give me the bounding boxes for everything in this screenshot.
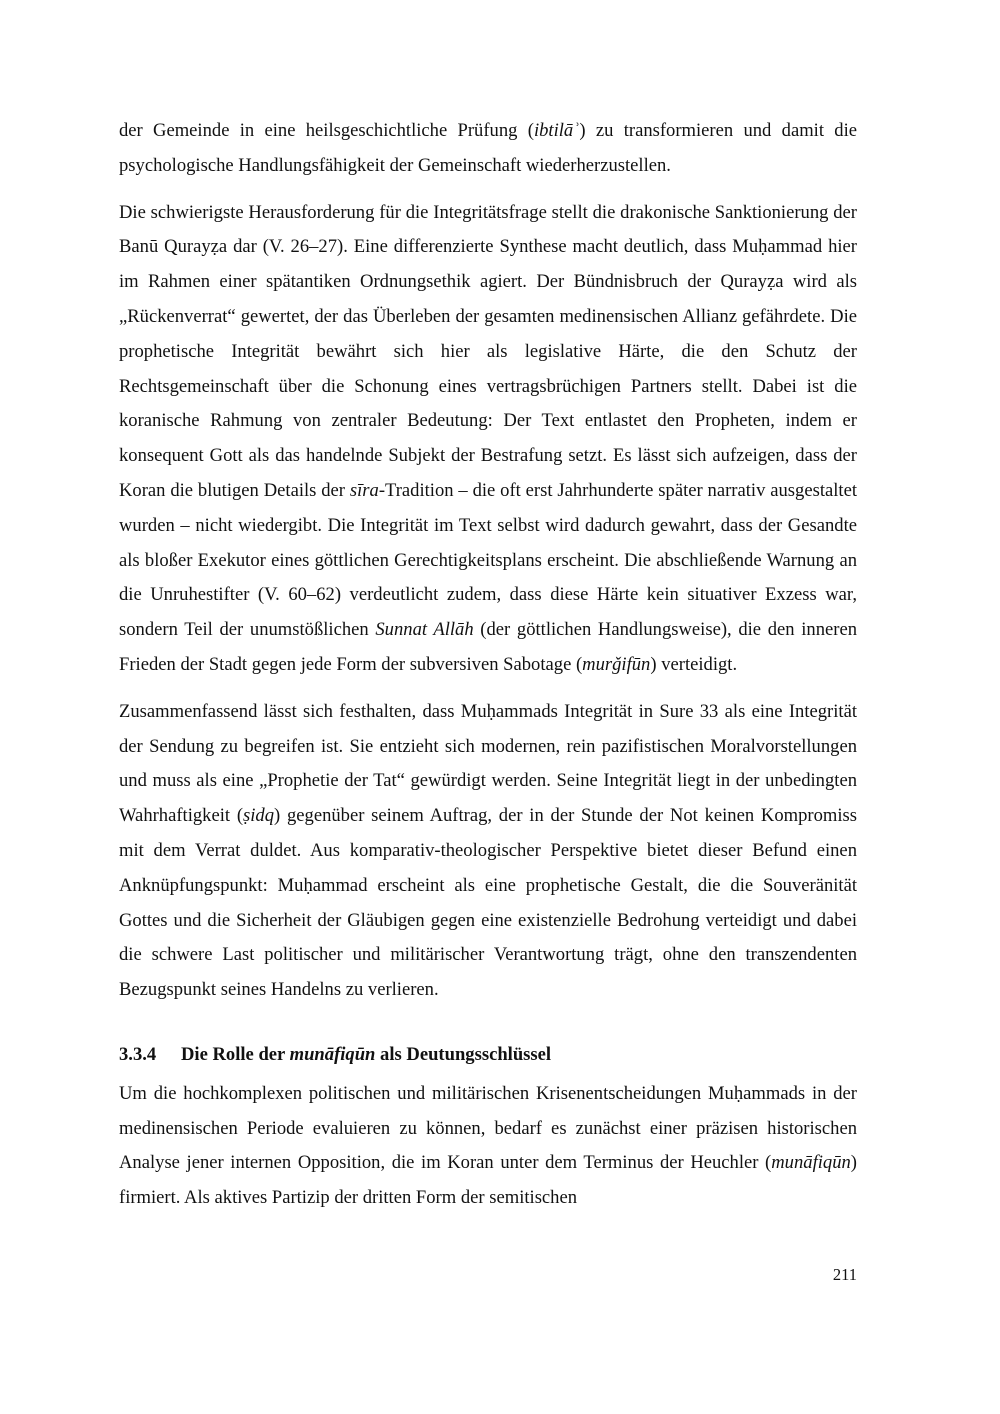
italic-term: munāfiqūn bbox=[771, 1152, 851, 1174]
page-body bbox=[119, 114, 857, 1216]
italic-term: murǧifūn bbox=[582, 653, 651, 675]
paragraph-continuation: der Gemeinde in eine heilsgeschichtliche Prüfung (ibtilāʾ) zu transformieren und damit die psychologische Handlungsfähigkeit der Gemeinschaft wiederherzustellen. bbox=[119, 120, 858, 176]
paragraph-summary: Zusammenfassend lässt sich festhalten, dass Muḥammads Integrität in Sure 33 als eine Integrität der Sendung zu begreifen ist. Sie entzieht sich modernen, rein pazifistischen Moralvorstellungen und muss als eine „Prophetie der Tat“ gewürdigt werden. Seine Integrität liegt in der unbedingten Wahrhaftigkeit (ṣidq) gegenüber seinem Auftrag, der in der Stunde der Not keinen Kompromiss mit dem Verrat duldet. Aus komparativ-theologischer Perspektive bietet dieser Befund einen Anknüpfungspunkt: Muḥammad erscheint als eine prophetische Gestalt, die die Souveränität Gottes und die Sicherheit der Gläubigen gegen eine existenzielle Bedrohung verteidigt und dabei die schwere Last politischer und militärischer Verantwortung trägt, ohne den transzendenten Bezugspunkt seines Handelns zu verlieren. bbox=[119, 700, 857, 1001]
page-number: 211 bbox=[832, 1265, 857, 1284]
italic-term: ibtilāʾ bbox=[533, 120, 580, 141]
section-heading: 3.3.4 Die Rolle der munāfiqūn als Deutungsschlüssel bbox=[119, 1038, 857, 1073]
italic-term: sīra bbox=[349, 479, 379, 501]
paragraph-munafiqun: Um die hochkomplexen politischen und militärischen Krisenentscheidungen Muḥammads in der medinensischen Periode evaluieren zu können, bedarf es zunächst einer präzisen historischen Analyse jener internen Opposition, die im Koran unter dem Terminus der Heuchler (munāfiqūn) firmiert. Als aktives Partizip der dritten Form der semitischen bbox=[119, 1082, 857, 1209]
italic-term: munāfiqūn bbox=[289, 1043, 376, 1065]
section-number: 3.3.4 bbox=[119, 1043, 157, 1065]
italic-term: Sunnat Allāh bbox=[375, 619, 474, 641]
paragraph-banu-qurayza: Die schwierigste Herausforderung für die Integritätsfrage stellt die drakonische Sanktionierung der Banū Qurayẓa dar (V. 26–27). Eine differenzierte Synthese macht deutlich, dass Muḥammad hier im Rahmen einer spätantiken Ordnungsethik agiert. Der Bündnisbruch der Qurayẓa wird als „Rückenverrat“ gewertet, der das Überleben der gesamten medinensischen Allianz gefährdete. Die prophetische Integrität bewährt sich hier als legislative Härte, die den Schutz der Rechtsgemeinschaft über die Schonung eines vertragsbrüchigen Partners stellt. Dabei ist die koranische Rahmung von zentraler Bedeutung: Der Text entlastet den Propheten, indem er konsequent Gott als das handelnde Subjekt der Bestrafung setzt. Es lässt sich aufzeigen, dass der Koran die blutigen Details der sīra-Tradition – die oft erst Jahrhunderte später narrativ ausgestaltet wurden – nicht wiedergibt. Die Integrität im Text selbst wird dadurch gewahrt, dass der Gesandte als bloßer Exekutor eines göttlichen Gerechtigkeitsplans erscheint. Die abschließende Warnung an die Unruhestifter (V. 60–62) verdeutlicht zudem, dass diese Härte kein situativer Exzess war, sondern Teil der unumstößlichen Sunnat Allāh (der göttlichen Handlungsweise), die den inneren Frieden der Stadt gegen jede Form der subversiven Sabotage (murǧifūn) verteidigt. bbox=[119, 201, 857, 675]
italic-term: ṣidq bbox=[243, 805, 275, 827]
